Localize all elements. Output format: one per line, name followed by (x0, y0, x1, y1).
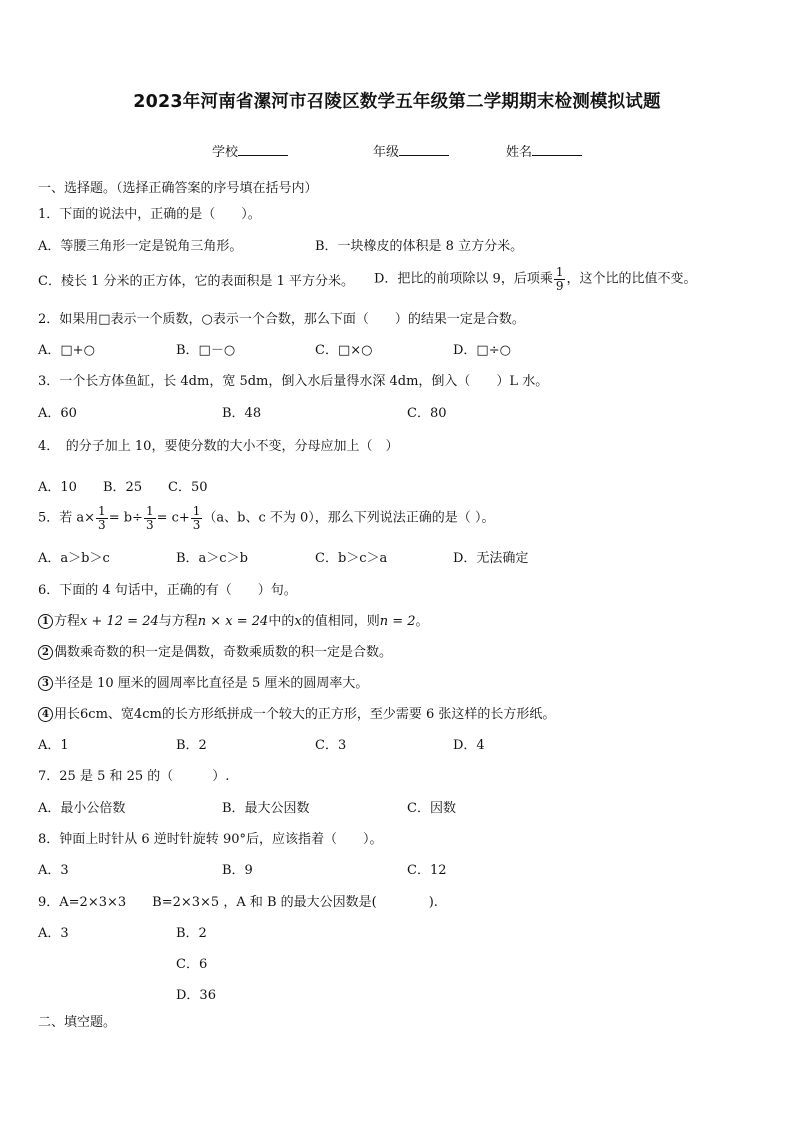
q6-s1-text: 与方程 (158, 614, 198, 629)
q9-option-a: A．3 (38, 926, 69, 941)
grade-blank (399, 142, 449, 156)
school-blank (238, 142, 288, 156)
q3-option-b: B．48 (222, 406, 262, 421)
q3-stem: 3．一个长方体鱼缸，长 4dm，宽 5dm，倒入水后量得水深 4dm，倒入（ ）L 水。 (38, 374, 549, 389)
fraction-numerator: 1 (555, 265, 564, 279)
section-choice-heading: 一、选择题。（选择正确答案的序号填在括号内） (38, 181, 318, 196)
q5-stem (38, 505, 494, 532)
q4-option-b: B．25 (103, 480, 143, 495)
fraction-numerator: 1 (192, 504, 201, 518)
q6-statement-3 (38, 676, 368, 692)
q6-s1-value: n = 2 (379, 614, 416, 629)
q6-s4-text-end: 的长方形纸拼成一个较大的正方形，至少需要 6 张这样的长方形纸。 (161, 707, 556, 722)
q6-s1-text: 的值相同，则 (301, 614, 380, 629)
name-blank (532, 142, 582, 156)
circled-number-1-icon: 1 (38, 614, 53, 629)
q9-option-d: D．36 (176, 988, 216, 1003)
q6-s1-equation-1: x + 12 = 24 (80, 614, 159, 629)
circled-number-3-icon: 3 (38, 676, 53, 691)
q7-stem: 7．25 是 5 和 25 的（ ）. (38, 769, 230, 784)
q1-d-text-end: ，这个比的比值不变。 (566, 271, 697, 287)
q2-option-b: B．□－○ (176, 343, 236, 358)
q5-text: = c+ (156, 510, 190, 526)
q5-option-b: B．a＞c＞b (176, 551, 248, 566)
q8-option-b: B．9 (222, 863, 253, 878)
q1-option-d (374, 266, 696, 293)
q1-option-a: A．等腰三角形一定是锐角三角形。 (38, 239, 243, 254)
q3-option-c: C．80 (407, 406, 447, 421)
q6-s1-text-end: 。 (415, 614, 429, 629)
name-label: 姓名 (506, 145, 533, 160)
q5-fraction-2 (144, 505, 156, 532)
q5-text: = b÷ (108, 510, 143, 526)
grade-label: 年级 (373, 145, 400, 160)
q7-option-c: C．因数 (407, 801, 456, 816)
circled-number-2-icon: 2 (38, 645, 53, 660)
q7-option-b: B．最大公因数 (222, 801, 310, 816)
q7-option-a: A．最小公倍数 (38, 801, 126, 816)
q8-option-c: C．12 (407, 863, 447, 878)
q5-option-d: D．无法确定 (453, 551, 529, 566)
q4-stem: 4． 的分子加上 10，要使分数的大小不变，分母应加上（ ） (38, 439, 399, 454)
q2-stem: 2．如果用□表示一个质数，○表示一个合数，那么下面（ ）的结果一定是合数。 (38, 312, 525, 327)
grade-field (373, 141, 449, 160)
q5-option-c: C．b＞c＞a (315, 551, 388, 566)
q6-s1-text: 方程 (54, 614, 81, 629)
q2-option-c: C．□×○ (315, 343, 373, 358)
q9-stem: 9．A=2×3×3 B=2×3×5 ，A 和 B 的最大公因数是( ). (38, 895, 438, 910)
q6-s2-text: 偶数乘奇数的积一定是偶数，奇数乘质数的积一定是合数。 (54, 645, 393, 660)
fraction-denominator: 3 (192, 518, 201, 532)
q6-s4-text: 用长 (54, 707, 81, 722)
circled-number-4-icon: 4 (38, 707, 53, 722)
q9-option-b: B．2 (176, 926, 207, 941)
page-title: 2023年河南省漯河市召陵区数学五年级第二学期期末检测模拟试题 (133, 92, 661, 112)
q3-option-a: A．60 (38, 406, 77, 421)
q6-option-c: C．3 (315, 738, 347, 753)
fraction-numerator: 1 (98, 504, 106, 518)
q1-d-fraction (554, 266, 566, 293)
q5-text: 5．若 a× (38, 510, 96, 526)
q6-s4-unit-1: 6cm (80, 707, 108, 722)
q1-d-text: D．把比的前项除以 9，后项乘 (374, 271, 553, 287)
q6-s1-equation-2: n × x = 24 (197, 614, 269, 629)
school-label: 学校 (212, 145, 239, 160)
fraction-denominator: 9 (555, 279, 564, 293)
section-fill-heading: 二、填空题。 (38, 1015, 117, 1030)
q2-option-a: A．□+○ (38, 343, 95, 358)
q4-option-c: C．50 (168, 480, 208, 495)
q8-stem: 8．钟面上时针从 6 逆时针旋转 90°后，应该指着（ ）。 (38, 832, 383, 847)
fraction-numerator: 1 (145, 504, 154, 518)
q6-option-d: D．4 (453, 738, 485, 753)
q6-s4-unit-2: 4cm (133, 707, 162, 722)
q6-s3-text: 半径是 10 厘米的圆周率比直径是 5 厘米的圆周率大。 (54, 676, 369, 691)
q6-statement-1 (38, 614, 429, 630)
q1-option-c: C．棱长 1 分米的正方体，它的表面积是 1 平方分米。 (38, 274, 355, 289)
q6-statement-2 (38, 645, 392, 661)
q9-option-c: C．6 (176, 957, 208, 972)
q5-fraction-3 (191, 505, 203, 532)
q8-option-a: A．3 (38, 863, 69, 878)
q5-text-end: （a、b、c 不为 0），那么下列说法正确的是（ ）。 (203, 510, 495, 526)
q6-stem: 6．下面的 4 句话中，正确的有（ ）句。 (38, 583, 297, 598)
fraction-denominator: 3 (98, 518, 106, 532)
q1-option-b: B．一块橡皮的体积是 8 立方分米。 (315, 239, 524, 254)
q1-stem: 1．下面的说法中，正确的是（ ）。 (38, 207, 261, 222)
q6-s1-variable: x (294, 614, 302, 629)
q6-s4-text: 、宽 (107, 707, 134, 722)
q2-option-d: D．□÷○ (453, 343, 511, 358)
q5-option-a: A．a＞b＞c (38, 551, 110, 566)
school-field (212, 141, 288, 160)
name-field (506, 141, 582, 160)
q6-option-a: A．1 (38, 738, 69, 753)
q6-s1-text: 中的 (268, 614, 295, 629)
q6-option-b: B．2 (176, 738, 207, 753)
fraction-denominator: 3 (145, 518, 154, 532)
q5-fraction-1 (96, 505, 108, 532)
q4-option-a: A．10 (38, 480, 77, 495)
q6-statement-4 (38, 707, 555, 723)
